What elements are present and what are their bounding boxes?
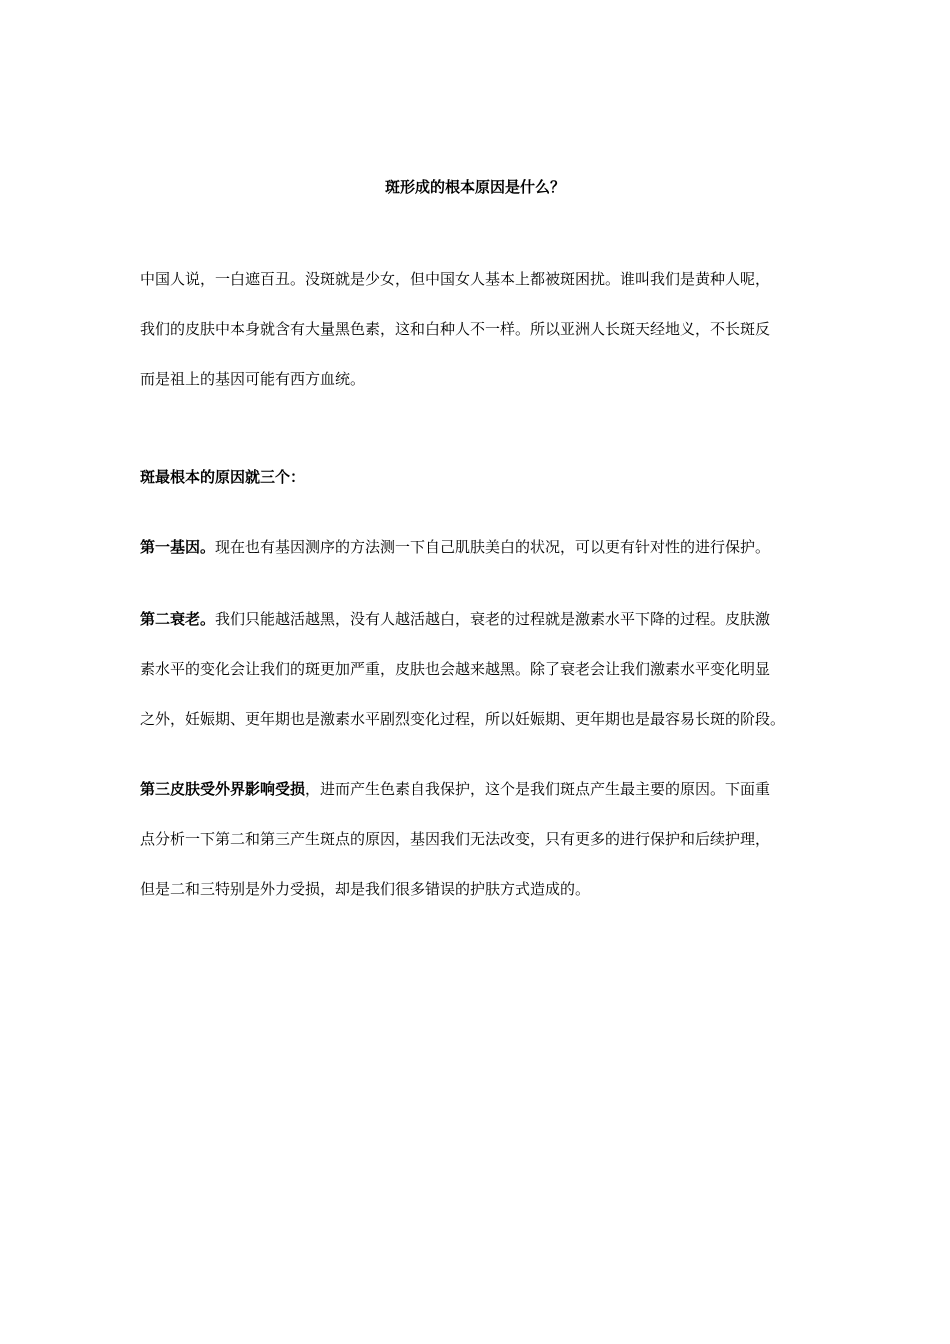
intro-line-3: 而是祖上的基因可能有西方血统。 <box>140 370 366 388</box>
intro-paragraph <box>140 254 830 404</box>
reason-1-paragraph <box>140 522 830 572</box>
reason-3-paragraph <box>140 764 830 914</box>
reason-3-line-3: 但是二和三特别是外力受损，却是我们很多错误的护肤方式造成的。 <box>140 880 591 898</box>
reason-2-line-2: 素水平的变化会让我们的斑更加严重，皮肤也会越来越黑。除了衰老会让我们激素水平变化明显 <box>140 660 771 678</box>
reason-2-line-1 <box>140 594 830 644</box>
reason-3-text-1: ，进而产生色素自我保护，这个是我们斑点产生最主要的原因。下面重 <box>305 780 771 798</box>
reason-3-line-2: 点分析一下第二和第三产生斑点的原因，基因我们无法改变，只有更多的进行保护和后续护理， <box>140 830 771 848</box>
page-title: 斑形成的根本原因是什么？ <box>384 178 565 196</box>
reason-1-line-1 <box>140 522 830 572</box>
reason-3-label: 第三皮肤受外界影响受损 <box>140 780 306 798</box>
reasons-heading <box>140 452 830 502</box>
reason-2-line-3: 之外，妊娠期、更年期也是激素水平剧烈变化过程，所以妊娠期、更年期也是最容易长斑的阶段。 <box>140 710 786 728</box>
reason-2-label: 第二衰老。 <box>140 610 216 628</box>
intro-line-2: 我们的皮肤中本身就含有大量黑色素，这和白种人不一样。所以亚洲人长斑天经地义，不长斑反 <box>140 320 771 338</box>
intro-line-1: 中国人说，一白遮百丑。没斑就是少女，但中国女人基本上都被斑困扰。谁叫我们是黄种人呢， <box>140 270 771 288</box>
reasons-heading-text: 斑最根本的原因就三个： <box>140 468 306 486</box>
reason-1-label: 第一基因。 <box>140 538 216 556</box>
reason-2-paragraph <box>140 594 830 744</box>
reason-3-line-1 <box>140 764 830 814</box>
reason-2-text-1: 我们只能越活越黑，没有人越活越白，衰老的过程就是激素水平下降的过程。皮肤激 <box>215 610 771 628</box>
reason-1-text: 现在也有基因测序的方法测一下自己肌肤美白的状况，可以更有针对性的进行保护。 <box>215 538 771 556</box>
